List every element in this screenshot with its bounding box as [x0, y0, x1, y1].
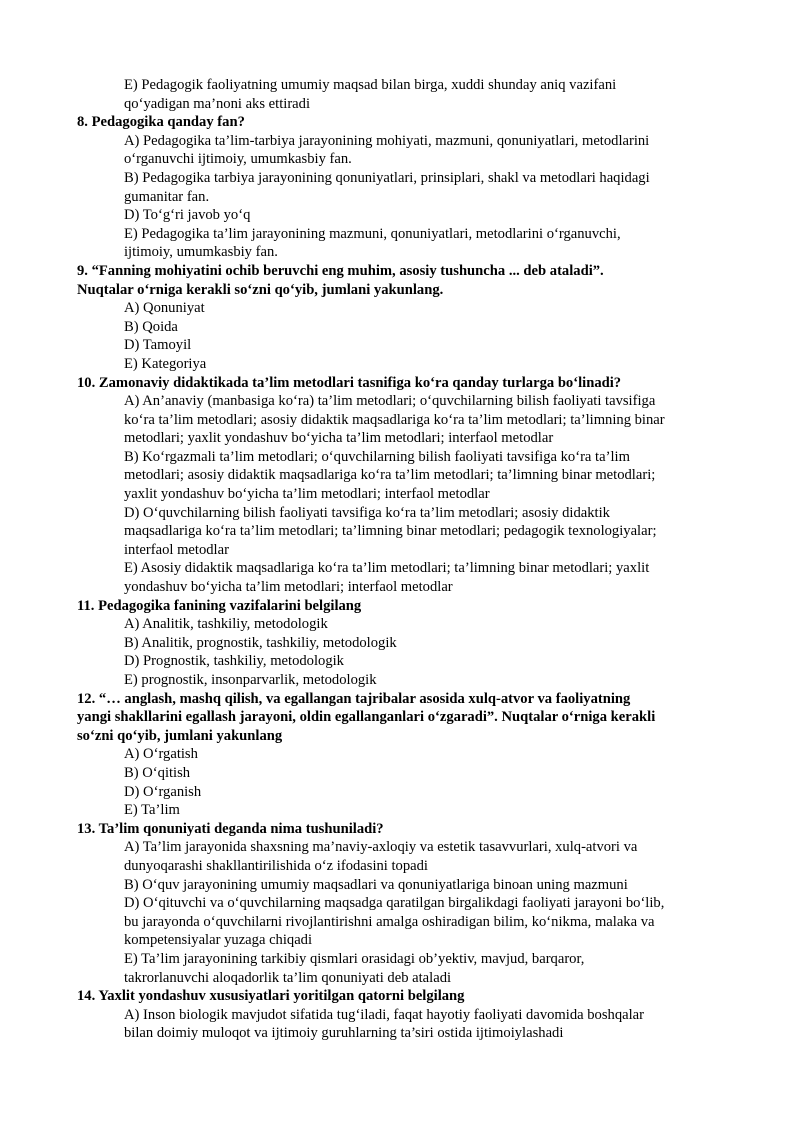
text-line: metodlari; asosiy didaktik maqsadlariga ko‘ra ta’lim metodlari; ta’limning binar metodlari;	[124, 467, 656, 484]
question-heading	[77, 113, 740, 132]
question-heading	[77, 262, 740, 299]
question-heading	[77, 374, 740, 393]
question-heading	[77, 597, 740, 616]
text-line: so‘zni qo‘yib, jumlani yakunlang	[77, 727, 283, 744]
answer-option	[77, 448, 740, 504]
answer-option	[77, 838, 740, 875]
answer-option	[77, 355, 740, 374]
text-line: 11. Pedagogika fanining vazifalarini belgilang	[77, 597, 362, 614]
answer-option	[77, 559, 740, 596]
text-line: A) Inson biologik mavjudot sifatida tug‘iladi, faqat hayotiy faoliyati davomida boshqalar	[124, 1006, 644, 1023]
answer-option	[77, 336, 740, 355]
answer-option	[77, 671, 740, 690]
text-line: E) Ta’lim jarayonining tarkibiy qismlari orasidagi ob’yektiv, mavjud, barqaror,	[124, 950, 585, 967]
text-line: gumanitar fan.	[124, 188, 210, 205]
answer-option	[77, 950, 740, 987]
question-heading	[77, 987, 740, 1006]
answer-option	[77, 225, 740, 262]
answer-option	[77, 504, 740, 560]
text-line: A) Analitik, tashkiliy, metodologik	[124, 616, 328, 633]
text-line: takrorlanuvchi aloqadorlik ta’lim qonuniyati deb ataladi	[124, 969, 452, 986]
text-line: B) O‘quv jarayonining umumiy maqsadlari va qonuniyatlariga binoan uning mazmuni	[124, 876, 628, 893]
question-heading	[77, 690, 740, 746]
answer-option	[77, 652, 740, 671]
text-line: D) Tamoyil	[124, 337, 192, 354]
text-line: 13. Ta’lim qonuniyati deganda nima tushuniladi?	[77, 820, 384, 837]
text-line: kompetensiyalar yuzaga chiqadi	[124, 932, 313, 949]
text-line: D) O‘rganish	[124, 783, 202, 800]
text-line: E) Asosiy didaktik maqsadlariga ko‘ra ta’lim metodlari; ta’limning binar metodlari; yaxlit	[124, 560, 650, 577]
text-line: yondashuv bo‘yicha ta’lim metodlari; interfaol metodlar	[124, 579, 453, 596]
text-line: D) To‘g‘ri javob yo‘q	[124, 207, 251, 224]
answer-option	[77, 76, 740, 113]
text-line: E) Kategoriya	[124, 355, 207, 372]
text-line: Nuqtalar o‘rniga kerakli so‘zni qo‘yib, jumlani yakunlang.	[77, 281, 444, 298]
text-line: A) Pedagogika ta’lim-tarbiya jarayonining mohiyati, mazmuni, qonuniyatlari, metodlarini	[124, 132, 650, 149]
text-line: ko‘ra ta’lim metodlari; asosiy didaktik maqsadlariga ko‘ra ta’lim metodlari; ta’limning binar	[124, 411, 665, 428]
text-line: 8. Pedagogika qanday fan?	[77, 114, 245, 131]
text-line: E) prognostik, insonparvarlik, metodologik	[124, 672, 377, 688]
text-line: E) Pedagogik faoliyatning umumiy maqsad bilan birga, xuddi shunday aniq vazifani	[124, 77, 617, 93]
text-line: maqsadlariga ko‘ra ta’lim metodlari; ta’limning binar metodlari; pedagogik texnologiyalar;	[124, 523, 657, 540]
text-line: B) Ko‘rgazmali ta’lim metodlari; o‘quvchilarning bilish faoliyati tavsifiga ko‘ra ta’lim	[124, 448, 630, 465]
answer-option	[77, 206, 740, 225]
text-line: B) O‘qitish	[124, 764, 191, 781]
text-line: 14. Yaxlit yondashuv xususiyatlari yoritilgan qatorni belgilang	[77, 988, 465, 1005]
text-line: 10. Zamonaviy didaktikada ta’lim metodlari tasnifiga ko‘ra qanday turlarga bo‘linadi?	[77, 374, 622, 391]
answer-option	[77, 745, 740, 764]
answer-option	[77, 634, 740, 653]
text-line: E) Ta’lim	[124, 802, 180, 819]
text-line: bu jarayonda o‘quvchilarni rivojlantirishni amalga oshiradigan bilim, ko‘nikma, malaka va	[124, 913, 655, 930]
answer-option	[77, 299, 740, 318]
text-line: qo‘yadigan ma’noni aks ettiradi	[124, 95, 311, 112]
answer-option	[77, 876, 740, 895]
text-line: metodlari; yaxlit yondashuv bo‘yicha ta’lim metodlari; interfaol metodlar	[124, 430, 554, 447]
answer-option	[77, 1006, 740, 1043]
text-line: B) Qoida	[124, 318, 178, 335]
text-line: B) Analitik, prognostik, tashkiliy, metodologik	[124, 634, 397, 651]
text-line: A) An’anaviy (manbasiga ko‘ra) ta’lim metodlari; o‘quvchilarning bilish faoliyati tavsifiga	[124, 393, 656, 410]
answer-option	[77, 783, 740, 802]
text-line: o‘rganuvchi ijtimoiy, umumkasbiy fan.	[124, 151, 352, 168]
answer-option	[77, 318, 740, 337]
text-line: D) Prognostik, tashkiliy, metodologik	[124, 653, 344, 670]
text-line: ijtimoiy, umumkasbiy fan.	[124, 244, 278, 261]
text-line: yangi shakllarini egallash jarayoni, oldin egallanganlari o‘zgaradi”. Nuqtalar o‘rniga kerakli	[77, 709, 656, 726]
text-line: 12. “… anglash, mashq qilish, va egallangan tajribalar asosida xulq-atvor va faoliyatning	[77, 690, 631, 707]
text-line: A) O‘rgatish	[124, 746, 198, 763]
text-line: B) Pedagogika tarbiya jarayonining qonuniyatlari, prinsiplari, shakl va metodlari haqidagi	[124, 169, 650, 186]
text-line: A) Qonuniyat	[124, 300, 205, 317]
text-line: E) Pedagogika ta’lim jarayonining mazmuni, qonuniyatlari, metodlarini o‘rganuvchi,	[124, 225, 621, 242]
text-line: interfaol metodlar	[124, 541, 229, 558]
text-line: bilan doimiy muloqot va ijtimoiy guruhlarning ta’siri ostida ijtimoiylashadi	[124, 1025, 564, 1042]
answer-option	[77, 894, 740, 950]
answer-option	[77, 764, 740, 783]
answer-option	[77, 801, 740, 820]
text-line: D) O‘qituvchi va o‘quvchilarning maqsadga qaratilgan birgalikdagi faoliyati jarayoni bo‘lib,	[124, 895, 665, 912]
text-line: yaxlit yondashuv bo‘yicha ta’lim metodlari; interfaol metodlar	[124, 486, 490, 503]
text-line: D) O‘quvchilarning bilish faoliyati tavsifiga ko‘ra ta’lim metodlari; asosiy didaktik	[124, 504, 610, 521]
answer-option	[77, 132, 740, 169]
text-line: A) Ta’lim jarayonida shaxsning ma’naviy-axloqiy va estetik tasavvurlari, xulq-atvori va	[124, 839, 638, 856]
answer-option	[77, 169, 740, 206]
answer-option	[77, 615, 740, 634]
answer-option	[77, 392, 740, 448]
text-line: dunyoqarashi shakllantirilishida o‘z ifodasini topadi	[124, 857, 428, 874]
question-heading	[77, 820, 740, 839]
text-line: 9. “Fanning mohiyatini ochib beruvchi eng muhim, asosiy tushuncha ... deb ataladi”.	[77, 262, 604, 279]
